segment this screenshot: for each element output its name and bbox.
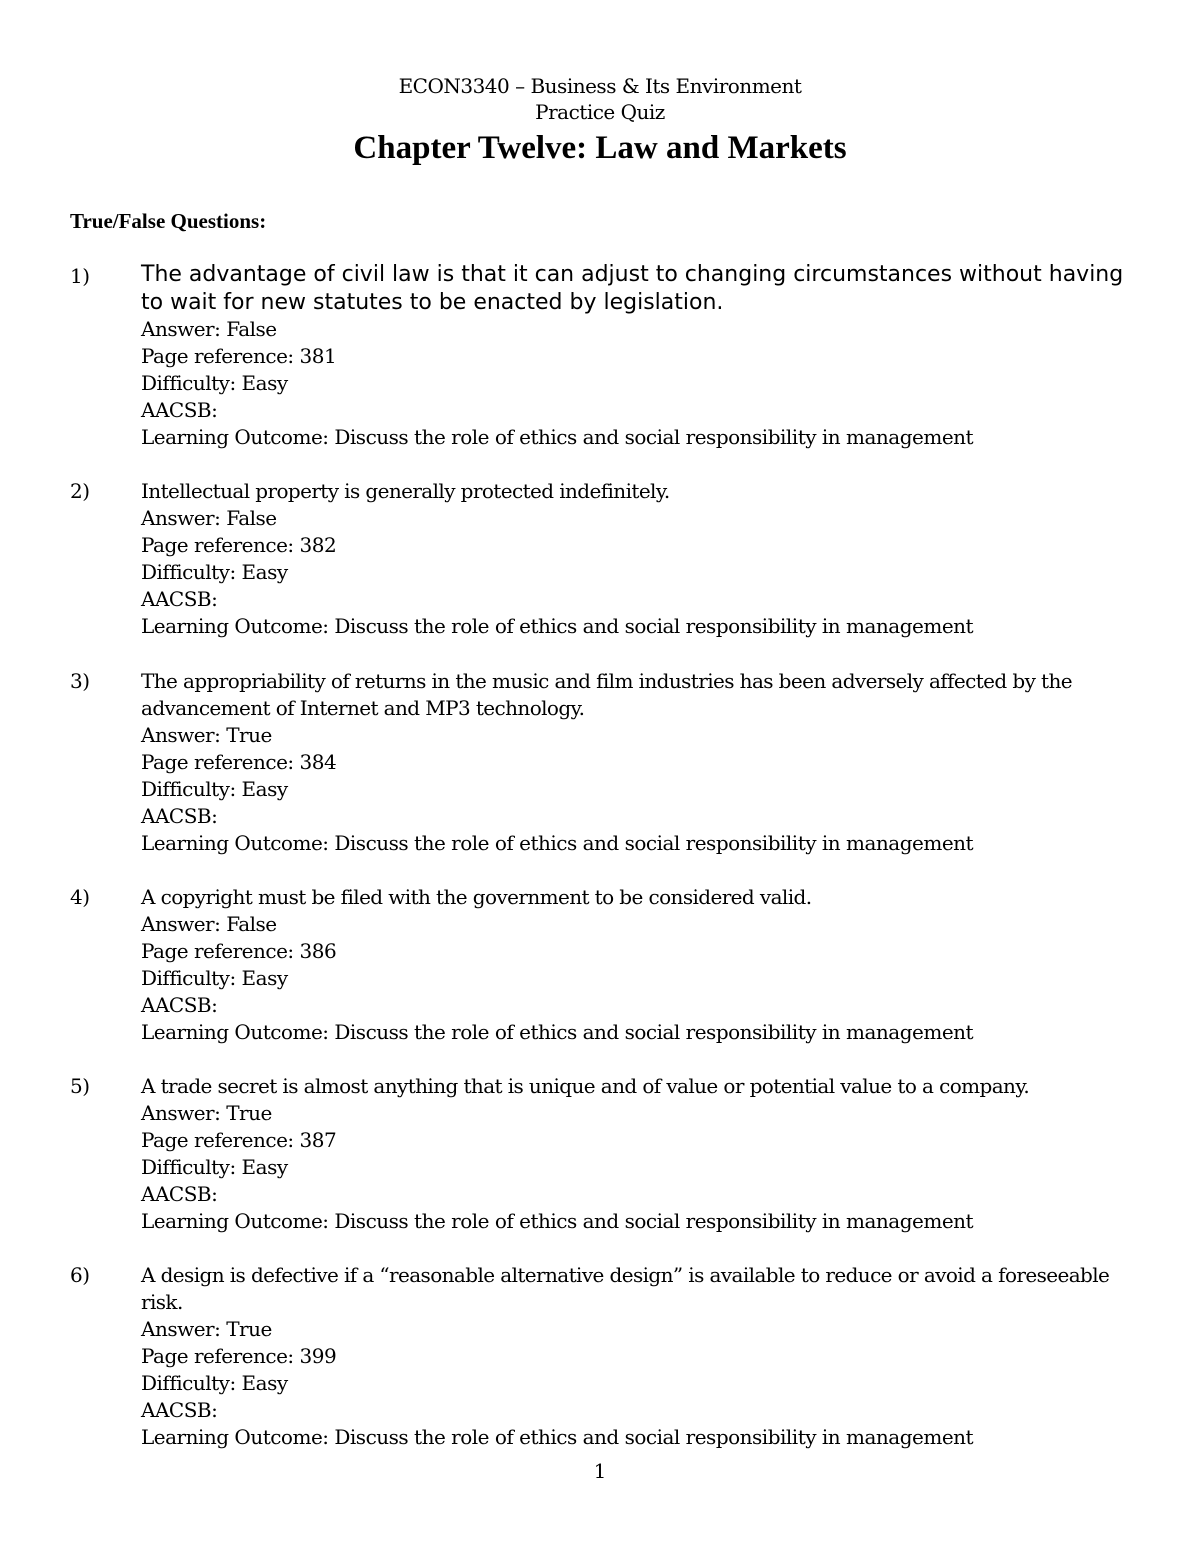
question-number: 5) <box>70 1074 90 1098</box>
question-number: 6) <box>70 1263 90 1287</box>
page-title: Chapter Twelve: Law and Markets <box>353 130 847 166</box>
difficulty-line: Difficulty: Easy <box>141 966 288 990</box>
aacsb-line: AACSB: <box>141 587 218 611</box>
question-body <box>141 1262 1131 1451</box>
aacsb-line: AACSB: <box>141 804 218 828</box>
learning-outcome: Learning Outcome: Discuss the role of ethics and social responsibility in management <box>141 1209 974 1233</box>
page-reference: Page reference: 381 <box>141 344 337 368</box>
course-name: ECON3340 – Business & Its Environment <box>398 74 802 98</box>
question-body <box>141 261 1131 451</box>
page-reference: Page reference: 387 <box>141 1128 337 1152</box>
question-number: 2) <box>70 479 90 503</box>
learning-outcome: Learning Outcome: Discuss the role of ethics and social responsibility in management <box>141 425 974 449</box>
question-number: 1) <box>70 264 90 288</box>
page-reference: Page reference: 399 <box>141 1344 337 1368</box>
question-number: 4) <box>70 885 90 909</box>
section-heading: True/False Questions: <box>70 209 267 233</box>
question-body <box>141 668 1131 857</box>
page-number: 1 <box>593 1459 607 1483</box>
aacsb-line: AACSB: <box>141 1182 218 1206</box>
question-text: A design is defective if a “reasonable alternative design” is available to reduce or avoid a foreseeable risk. <box>141 1263 1110 1314</box>
question-body <box>141 478 1131 640</box>
aacsb-line: AACSB: <box>141 993 218 1017</box>
question-text: A trade secret is almost anything that is unique and of value or potential value to a company. <box>141 1074 1030 1098</box>
question-text: A copyright must be filed with the government to be considered valid. <box>141 885 812 909</box>
answer-line: Answer: False <box>141 912 277 936</box>
aacsb-line: AACSB: <box>141 398 218 422</box>
answer-line: Answer: False <box>141 317 277 341</box>
question-text: The advantage of civil law is that it can adjust to changing circumstances without having to wait for new statutes to be enacted by legislation. <box>141 262 1124 315</box>
learning-outcome: Learning Outcome: Discuss the role of ethics and social responsibility in management <box>141 1020 974 1044</box>
question-body <box>141 884 1131 1046</box>
difficulty-line: Difficulty: Easy <box>141 560 288 584</box>
answer-line: Answer: True <box>141 1317 272 1341</box>
question-body <box>141 1073 1131 1235</box>
page-reference: Page reference: 382 <box>141 533 337 557</box>
answer-line: Answer: True <box>141 1101 272 1125</box>
difficulty-line: Difficulty: Easy <box>141 1371 288 1395</box>
aacsb-line: AACSB: <box>141 1398 218 1422</box>
answer-line: Answer: True <box>141 723 272 747</box>
learning-outcome: Learning Outcome: Discuss the role of ethics and social responsibility in management <box>141 831 974 855</box>
page-reference: Page reference: 384 <box>141 750 337 774</box>
question-text: Intellectual property is generally protected indefinitely. <box>141 479 670 503</box>
quiz-label: Practice Quiz <box>535 100 665 124</box>
learning-outcome: Learning Outcome: Discuss the role of ethics and social responsibility in management <box>141 614 974 638</box>
difficulty-line: Difficulty: Easy <box>141 1155 288 1179</box>
difficulty-line: Difficulty: Easy <box>141 777 288 801</box>
answer-line: Answer: False <box>141 506 277 530</box>
learning-outcome: Learning Outcome: Discuss the role of ethics and social responsibility in management <box>141 1425 974 1449</box>
difficulty-line: Difficulty: Easy <box>141 371 288 395</box>
question-text: The appropriability of returns in the music and film industries has been adversely affected by the advancement of Internet and MP3 technology. <box>141 669 1072 720</box>
question-number: 3) <box>70 669 90 693</box>
page-reference: Page reference: 386 <box>141 939 337 963</box>
